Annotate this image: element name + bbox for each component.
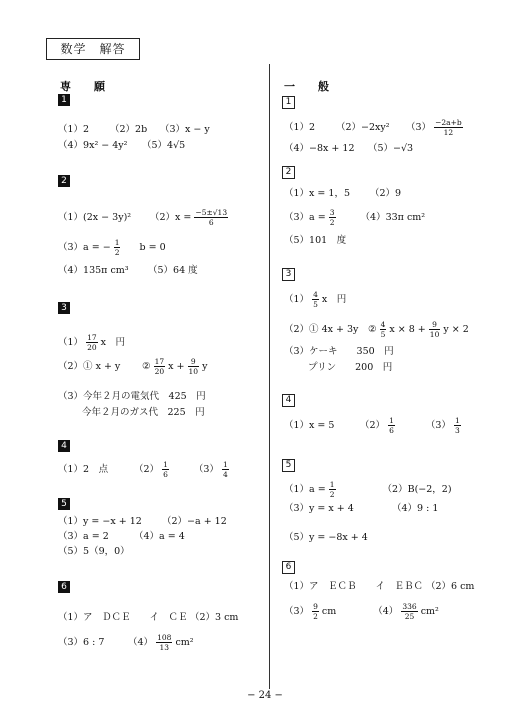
denominator: 5 — [380, 330, 386, 339]
left-q6-number: 6 — [58, 581, 70, 593]
right-q1-row1 — [284, 118, 463, 137]
denominator: 2 — [114, 248, 120, 257]
denominator: 6 — [389, 426, 394, 435]
left-q2-row1 — [58, 208, 228, 227]
answer: （3）a = − — [58, 242, 111, 253]
numerator: −5±√13 — [195, 208, 228, 217]
answer: （2）−a + 12 — [162, 516, 227, 527]
left-q5-row1 — [58, 515, 227, 529]
denominator: 2 — [329, 490, 335, 499]
answer: （1）y = −x + 12 — [58, 516, 142, 527]
right-q6-number: 6 — [282, 561, 295, 574]
answer: x × 8 + — [389, 324, 426, 335]
answer: （1）ア ＥＣＢ イ ＥＢＣ — [284, 581, 424, 592]
numerator: 4 — [380, 320, 386, 329]
fraction — [401, 602, 417, 621]
answer: （4）9 : 1 — [392, 503, 439, 514]
left-q6-row1 — [58, 611, 238, 625]
answer: （1）2 — [58, 124, 90, 135]
answer: y — [202, 361, 208, 372]
answer: （4） — [373, 606, 399, 617]
answer: （3）a = — [284, 212, 326, 223]
fraction — [434, 118, 463, 137]
numerator: 1 — [389, 416, 394, 425]
answer: （5）4√5 — [142, 140, 186, 151]
left-q1-row1 — [58, 123, 210, 137]
left-q4-row — [58, 460, 229, 479]
right-q2-row2 — [284, 208, 425, 227]
answer: （1）2 点 — [58, 464, 109, 475]
answer: （2）3 cm — [190, 612, 239, 623]
denominator: 10 — [188, 367, 199, 376]
fraction — [86, 333, 98, 352]
right-q5-row2 — [284, 502, 438, 516]
right-q3-row1 — [284, 290, 346, 309]
numerator: 9 — [313, 602, 318, 611]
answer: （4）9x² − 4y² — [58, 140, 128, 151]
left-q1-number: 1 — [58, 94, 70, 106]
answer: cm² — [175, 637, 194, 648]
denominator: 25 — [404, 612, 415, 621]
right-q3-row2 — [284, 320, 469, 339]
answer: （3） — [406, 122, 432, 133]
fraction — [429, 320, 441, 339]
page-title: 数学 解答 — [46, 38, 140, 60]
numerator: 1 — [454, 416, 460, 425]
numerator: 9 — [429, 320, 441, 330]
denominator: 20 — [154, 367, 165, 376]
left-q4-number: 4 — [58, 440, 70, 452]
left-heading: 専 願 — [60, 80, 111, 93]
answer: （2）B(−2，2) — [382, 484, 452, 495]
right-q2-number: 2 — [282, 166, 295, 179]
numerator: 17 — [87, 333, 97, 342]
answer: （5）−√3 — [368, 143, 414, 154]
fraction — [380, 320, 387, 339]
answer: （1） — [284, 294, 310, 305]
fraction — [194, 208, 228, 227]
answer: y × 2 — [443, 324, 469, 335]
fraction — [329, 480, 336, 499]
numerator: 1 — [222, 460, 228, 469]
numerator: 3 — [329, 208, 335, 217]
left-q3-number: 3 — [58, 302, 70, 314]
answer: （2）2b — [110, 124, 148, 135]
left-q3-row2 — [58, 357, 207, 376]
right-q5-number: 5 — [282, 459, 295, 472]
denominator: 12 — [443, 128, 454, 137]
right-q1-number: 1 — [282, 96, 295, 109]
answer: （3）y = x + 4 — [284, 503, 354, 514]
answer: （3） — [284, 606, 310, 617]
fraction — [154, 357, 166, 376]
column-divider — [269, 64, 270, 689]
answer: （2） — [134, 464, 160, 475]
fraction — [162, 460, 169, 479]
left-q6-row2 — [58, 633, 194, 652]
answer: （2）9 — [370, 188, 402, 199]
numerator: 4 — [313, 290, 318, 299]
numerator: 17 — [154, 357, 165, 366]
answer: （1） — [58, 337, 84, 348]
left-q5-number: 5 — [58, 498, 70, 510]
denominator: 5 — [313, 300, 318, 309]
right-q4-number: 4 — [282, 394, 295, 407]
numerator: 1 — [114, 238, 120, 247]
answer: （4） — [128, 637, 154, 648]
answer: （1）a = — [284, 484, 326, 495]
answer: （2）x = — [150, 212, 192, 223]
answer: b = 0 — [139, 242, 166, 253]
fraction — [329, 208, 336, 227]
answer: x + — [168, 361, 185, 372]
answer: （3） — [425, 420, 451, 431]
answer: （3） — [193, 464, 219, 475]
answer: （1）x = 1，5 — [284, 188, 350, 199]
answer: （3）6 : 7 — [58, 637, 105, 648]
left-q2-row3 — [58, 264, 198, 278]
right-q1-row2 — [284, 142, 413, 156]
answer: （2）① x + y — [58, 361, 121, 372]
left-q2-row2 — [58, 238, 166, 257]
answer: （1）x = 5 — [284, 420, 335, 431]
answer: （1）ア ＤＣＥ イ ＣＥ — [58, 612, 188, 623]
left-q3-row3: （3）今年２月の電気代 425 円 — [58, 391, 206, 402]
answer: （3）a = 2 — [58, 531, 109, 542]
left-q3-row1 — [58, 333, 125, 352]
numerator: 1 — [163, 460, 168, 469]
fraction — [188, 357, 200, 376]
left-q2-number: 2 — [58, 175, 70, 187]
denominator: 2 — [313, 612, 318, 621]
denominator: 2 — [329, 218, 335, 227]
denominator: 20 — [87, 343, 97, 352]
fraction — [312, 602, 319, 621]
left-q3-row4: 今年２月のガス代 225 円 — [82, 407, 205, 418]
right-q6-row1 — [284, 580, 474, 594]
denominator: 10 — [429, 330, 440, 339]
denominator: 4 — [222, 470, 228, 479]
answer: （2）−2xy² — [336, 122, 390, 133]
fraction — [312, 290, 319, 309]
right-q3-row4: プリン 200 円 — [308, 362, 393, 373]
right-q5-row3: （5）y = −8x + 4 — [284, 532, 368, 543]
fraction — [222, 460, 229, 479]
numerator: −2a+b — [435, 118, 462, 127]
answer: cm² — [420, 606, 439, 617]
answer: （4）135π cm³ — [58, 265, 129, 276]
answer: （5）64 度 — [148, 265, 198, 276]
page-number: − 24 − — [247, 690, 283, 701]
answer: （2） — [360, 420, 386, 431]
fraction — [388, 416, 395, 435]
answer: （3）x − y — [160, 124, 210, 135]
right-q5-row1 — [284, 480, 452, 499]
answer: （4）−8x + 12 — [284, 143, 355, 154]
denominator: 3 — [454, 426, 460, 435]
numerator: 1 — [329, 480, 335, 489]
denominator: 6 — [163, 470, 168, 479]
answer: ② — [368, 324, 377, 335]
right-q2-row3: （5）101 度 — [284, 235, 347, 246]
answer: （4）a = 4 — [134, 531, 185, 542]
answer: x 円 — [100, 337, 126, 348]
right-heading: 一 般 — [284, 80, 335, 93]
right-q4-row — [284, 416, 461, 435]
answer: ② — [142, 361, 151, 372]
left-q5-row3: （5）5（9，0） — [58, 546, 130, 557]
fraction — [156, 633, 172, 652]
left-q1-row2 — [58, 139, 185, 153]
denominator: 6 — [208, 218, 214, 227]
numerator: 108 — [157, 633, 172, 642]
answer: （1）(2x − 3y)² — [58, 212, 132, 223]
answer: x 円 — [321, 294, 347, 305]
fraction — [114, 238, 121, 257]
answer: （1）2 — [284, 122, 316, 133]
denominator: 13 — [159, 643, 170, 652]
answer: （2）① 4x + 3y — [284, 324, 359, 335]
right-q3-number: 3 — [282, 268, 295, 281]
left-q5-row2 — [58, 530, 185, 544]
fraction — [454, 416, 461, 435]
numerator: 336 — [402, 602, 417, 611]
right-q2-row1 — [284, 187, 401, 201]
answer: （2）6 cm — [426, 581, 475, 592]
answer: （4）33π cm² — [360, 212, 426, 223]
right-q3-row3: （3）ケーキ 350 円 — [284, 346, 394, 357]
answer: cm — [321, 606, 337, 617]
right-q6-row2 — [284, 602, 439, 621]
numerator: 9 — [188, 357, 200, 367]
